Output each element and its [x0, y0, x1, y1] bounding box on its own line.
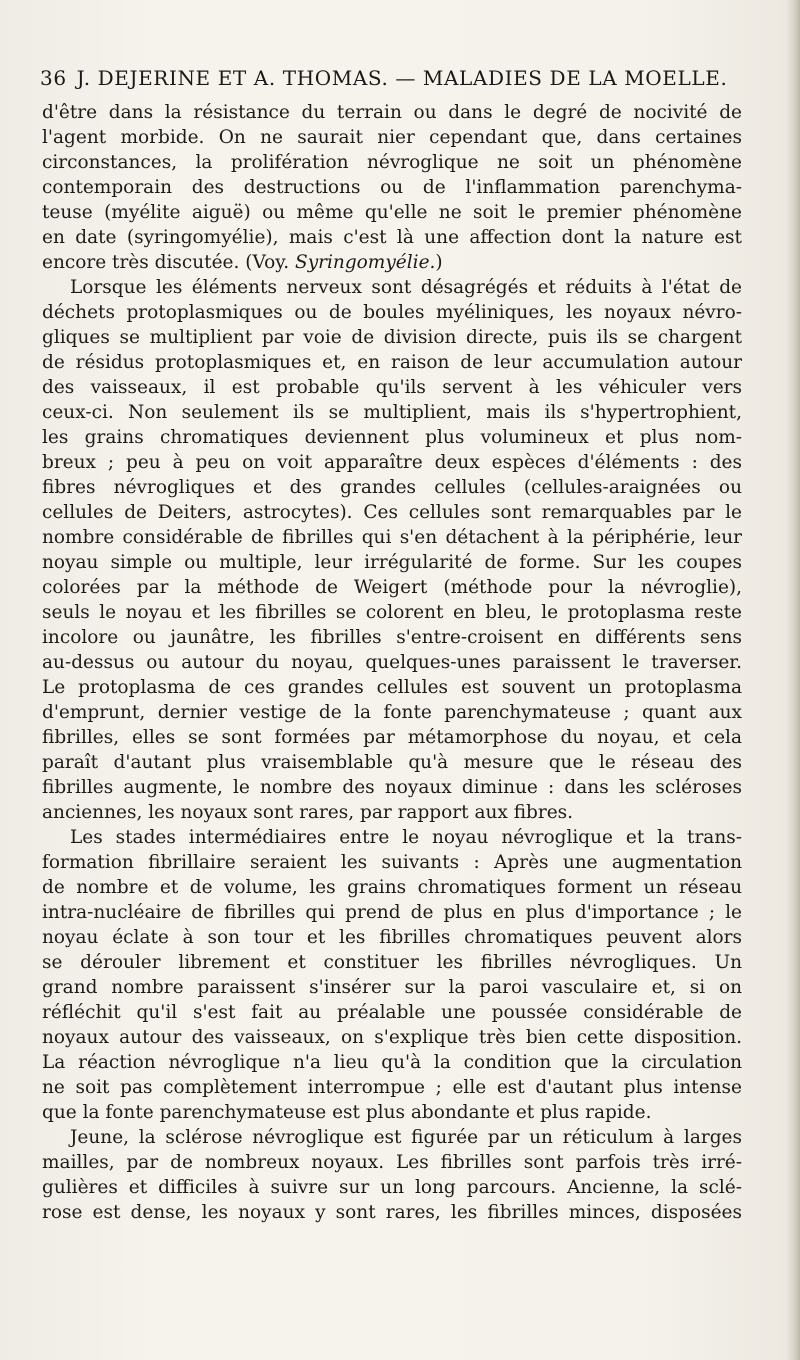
text-line: formation fibrillaire seraient les suivants : Après une augmentation	[42, 852, 742, 873]
text-line: déchets protoplasmiques ou de boules myéliniques, les noyaux névro-	[42, 302, 742, 323]
paragraph-start-line: Lorsque les éléments nerveux sont désagrégés et réduits à l'état de	[70, 277, 742, 298]
text-line: au-dessus ou autour du noyau, quelques-unes paraissent le traverser.	[42, 652, 742, 673]
text-line: breux ; peu à peu on voit apparaître deux espèces d'éléments : des	[42, 452, 742, 473]
paragraph-end-line: anciennes, les noyaux sont rares, par rapport aux fibres.	[42, 802, 574, 823]
running-head	[40, 66, 740, 90]
text-line: ne soit pas complètement interrompue ; elle est d'autant plus intense	[42, 1077, 742, 1098]
text-line: grand nombre paraissent s'insérer sur la paroi vasculaire et, si on	[42, 977, 742, 998]
text-line: paraît d'autant plus vraisemblable qu'à mesure que le réseau des	[42, 752, 742, 773]
text-line: d'être dans la résistance du terrain ou dans le degré de nocivité de	[42, 102, 742, 123]
running-title: J. DEJERINE ET A. THOMAS. — MALADIES DE LA MOELLE.	[76, 66, 728, 90]
body-text	[42, 100, 742, 1225]
text-line: réfléchit qu'il s'est fait au préalable une poussée considérable de	[42, 1002, 742, 1023]
text-line: noyaux autour des vaisseaux, on s'explique très bien cette disposition.	[42, 1027, 742, 1048]
text-fragment: )	[435, 252, 443, 273]
paragraph-end-line: que la fonte parenchymateuse est plus abondante et plus rapide.	[42, 1102, 652, 1123]
text-line: intra-nucléaire de fibrilles qui prend de plus en plus d'importance ; le	[42, 902, 742, 923]
page-number: 36	[40, 66, 67, 90]
text-line: fibres névrogliques et des grandes cellules (cellules-araignées ou	[42, 477, 742, 498]
text-line: fibrilles augmente, le nombre des noyaux diminue : dans les scléroses	[42, 777, 742, 798]
text-line: l'agent morbide. On ne saurait nier cependant que, dans certaines	[42, 127, 742, 148]
text-line: de nombre et de volume, les grains chromatiques forment un réseau	[42, 877, 742, 898]
text-line: gulières et difficiles à suivre sur un long parcours. Ancienne, la sclé-	[42, 1177, 742, 1198]
paragraph-start-line: Les stades intermédiaires entre le noyau névroglique et la trans-	[70, 827, 742, 848]
text-line: noyau éclate à son tour et les fibrilles chromatiques peuvent alors	[42, 927, 742, 948]
text-line: mailles, par de nombreux noyaux. Les fibrilles sont parfois très irré-	[42, 1152, 742, 1173]
text-line: en date (syringomyélie), mais c'est là une affection dont la nature est	[42, 227, 742, 248]
text-line: nombre considérable de fibrilles qui s'en détachent à la périphérie, leur	[42, 527, 742, 548]
text-line: contemporain des destructions ou de l'inflammation parenchyma-	[42, 177, 742, 198]
text-line: incolore ou jaunâtre, les fibrilles s'entre-croisent en différents sens	[42, 627, 742, 648]
page-edge-shadow	[786, 0, 800, 1360]
text-line: gliques se multiplient par voie de division directe, puis ils se chargent	[42, 327, 742, 348]
text-line-with-reference	[42, 250, 742, 275]
text-line: Le protoplasma de ces grandes cellules est souvent un protoplasma	[42, 677, 742, 698]
text-line: cellules de Deiters, astrocytes). Ces cellules sont remarquables par le	[42, 502, 742, 523]
cross-reference: Syringomyélie.	[295, 252, 436, 273]
text-line: teuse (myélite aiguë) ou même qu'elle ne soit le premier phénomène	[42, 202, 742, 223]
text-line: circonstances, la prolifération névroglique ne soit un phénomène	[42, 152, 742, 173]
text-line: noyau simple ou multiple, leur irrégularité de forme. Sur les coupes	[42, 552, 742, 573]
text-line: colorées par la méthode de Weigert (méthode pour la névroglie),	[42, 577, 742, 598]
text-line: de résidus protoplasmiques et, en raison de leur accumulation autour	[42, 352, 742, 373]
text-line: des vaisseaux, il est probable qu'ils servent à les véhiculer vers	[42, 377, 742, 398]
text-line: seuls le noyau et les fibrilles se colorent en bleu, le protoplasma reste	[42, 602, 742, 623]
text-line: d'emprunt, dernier vestige de la fonte parenchymateuse ; quant aux	[42, 702, 742, 723]
text-line: fibrilles, elles se sont formées par métamorphose du noyau, et cela	[42, 727, 742, 748]
text-line: les grains chromatiques deviennent plus volumineux et plus nom-	[42, 427, 742, 448]
paragraph-start-line: Jeune, la sclérose névroglique est figurée par un réticulum à larges	[70, 1127, 742, 1148]
text-line: La réaction névroglique n'a lieu qu'à la condition que la circulation	[42, 1052, 742, 1073]
text-fragment: encore très discutée. (Voy.	[42, 252, 296, 273]
text-line: ceux-ci. Non seulement ils se multiplient, mais ils s'hypertrophient,	[42, 402, 742, 423]
text-line: rose est dense, les noyaux y sont rares, les fibrilles minces, disposées	[42, 1202, 742, 1223]
text-line: se dérouler librement et constituer les fibrilles névrogliques. Un	[42, 952, 742, 973]
